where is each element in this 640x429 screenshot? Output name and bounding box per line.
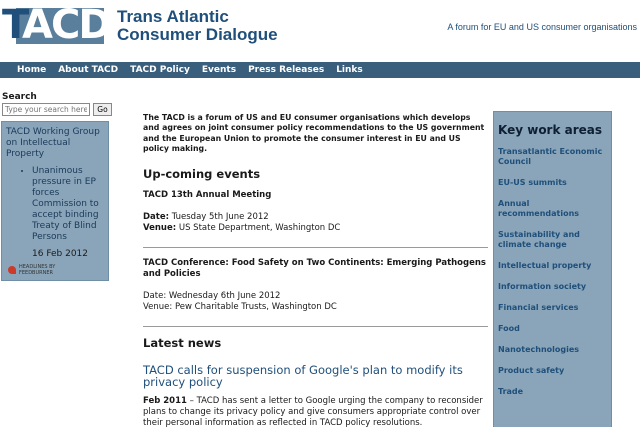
key-work-areas-title: Key work areas (498, 123, 603, 137)
news-divider (143, 326, 488, 327)
feedburner-badge[interactable] (8, 264, 55, 276)
event1-date-value: Tuesday 5th June 2012 (169, 211, 269, 222)
logo-letter-t: T (2, 2, 28, 48)
kwa-sustainability[interactable]: Sustainability and climate change (498, 230, 580, 249)
kwa-transatlantic-economic-council[interactable]: Transatlantic Economic Council (498, 147, 603, 166)
events-divider (143, 247, 488, 248)
working-group-panel (1, 121, 109, 281)
events-heading: Up-coming events (143, 166, 261, 181)
event2-date: Date: Wednesday 6th June 2012 (143, 290, 281, 301)
event2-venue: Venue: Pew Charitable Trusts, Washington DC (143, 301, 337, 312)
kwa-product-safety[interactable]: Product safety (498, 366, 565, 375)
news-date: Feb 2011 (143, 395, 187, 406)
main-navigation (0, 62, 640, 78)
site-title-line1: Trans Atlantic (117, 7, 229, 26)
search-input[interactable] (2, 103, 90, 116)
nav-links[interactable]: Links (336, 65, 363, 75)
working-group-title[interactable]: TACD Working Group on Intellectual Property (6, 127, 100, 159)
news-body (143, 396, 488, 429)
nav-press-releases[interactable]: Press Releases (248, 65, 325, 75)
nav-about-tacd[interactable]: About TACD (58, 65, 119, 75)
news-text: – TACD has sent a letter to Google urging the company to reconsider plans to change its privacy policy and give consumers appropriate control over their personal information as reflected in TACD policy resolutions. (143, 395, 483, 428)
feedburner-icon (8, 266, 16, 274)
kwa-intellectual-property[interactable]: Intellectual property (498, 261, 592, 270)
kwa-nanotechnologies[interactable]: Nanotechnologies (498, 345, 580, 354)
site-title[interactable] (117, 8, 278, 44)
key-work-areas-panel (493, 111, 612, 427)
news-headline[interactable]: TACD calls for suspension of Google's plan to modify its privacy policy (143, 362, 463, 390)
working-group-headline[interactable]: • Unanimous pressure in EP forces Commission to accept binding Treaty of Blind Persons (32, 166, 108, 243)
working-group-list (2, 166, 108, 243)
main-content (143, 113, 488, 429)
nav-tacd-policy[interactable]: TACD Policy (130, 65, 190, 75)
intro-text: The TACD is a forum of US and EU consumer organisations which develops and agrees on joint consumer policy recommendations to the US government and the European Union to promote the consumer interest in EU and US policy making. (143, 113, 485, 154)
kwa-financial-services[interactable]: Financial services (498, 303, 579, 312)
event1-date (143, 212, 488, 223)
feedburner-line2: FEEDBURNER (19, 270, 53, 276)
kwa-food[interactable]: Food (498, 324, 520, 333)
kwa-eu-us-summits[interactable]: EU-US summits (498, 178, 567, 187)
site-tagline: A forum for EU and US consumer organisations (447, 22, 637, 32)
kwa-information-society[interactable]: Information society (498, 282, 587, 291)
logo-letters-acd: ACD (22, 2, 110, 48)
search-area (0, 92, 112, 116)
working-group-date: 16 Feb 2012 (32, 249, 89, 259)
news-heading: Latest news (143, 335, 222, 350)
event1-venue-value: US State Department, Washington DC (176, 222, 341, 233)
event1-venue (143, 223, 488, 234)
feedburner-line1: HEADLINES BY (19, 264, 56, 270)
nav-home[interactable]: Home (17, 65, 47, 75)
tacd-logo[interactable] (2, 2, 110, 48)
search-go-button[interactable]: Go (93, 103, 112, 116)
event1-venue-label: Venue: (143, 222, 177, 233)
kwa-annual-recommendations[interactable]: Annual recommendations (498, 199, 580, 218)
key-work-areas-list (494, 147, 611, 397)
search-label: Search (2, 92, 37, 102)
event1-date-label: Date: (143, 211, 170, 222)
kwa-trade[interactable]: Trade (498, 387, 524, 396)
site-header (0, 0, 640, 58)
event2-title[interactable]: TACD Conference: Food Safety on Two Continents: Emerging Pathogens and Policies (143, 257, 486, 279)
event1-title[interactable]: TACD 13th Annual Meeting (143, 189, 272, 200)
site-title-line2: Consumer Dialogue (117, 25, 278, 44)
nav-events[interactable]: Events (201, 65, 237, 75)
